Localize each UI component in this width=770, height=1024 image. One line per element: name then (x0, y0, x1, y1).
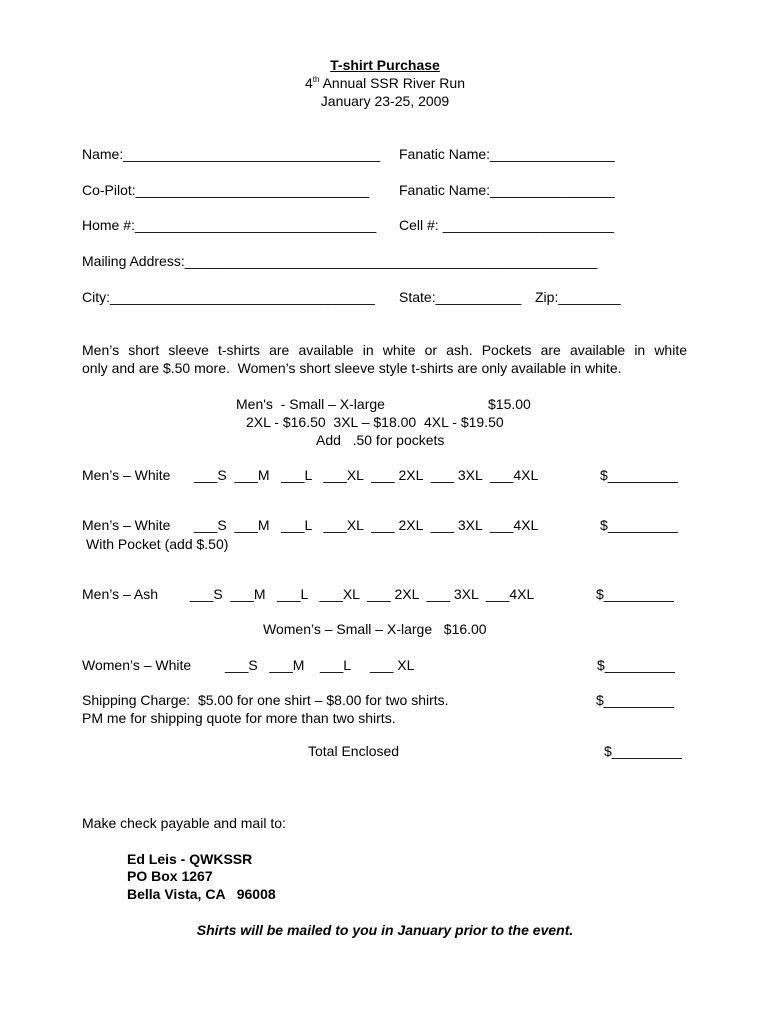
shipping-charge-line: Shipping Charge: $5.00 for one shirt – $8.00 for two shirts. (82, 692, 449, 708)
men-white-pocket-sublabel: With Pocket (add $.50) (86, 536, 229, 552)
men-white-pocket-size-fields[interactable]: ___S ___M ___L ___XL ___ 2XL ___ 3XL ___4XL (194, 517, 539, 533)
home-phone-field[interactable]: Home #:_______________________________ (82, 217, 377, 233)
fanatic-name-field-1[interactable]: Fanatic Name:________________ (399, 146, 615, 162)
women-white-size-fields[interactable]: ___S ___M ___L ___ XL (225, 657, 415, 673)
shipping-amount-field[interactable]: $_________ (596, 692, 674, 708)
zip-field[interactable]: Zip:________ (535, 289, 621, 305)
men-ash-amount-field[interactable]: $_________ (596, 586, 674, 602)
men-white-label: Men’s – White (82, 467, 171, 483)
women-white-label: Women’s – White (82, 657, 192, 673)
mail-to-name: Ed Leis - QWKSSR (127, 851, 253, 867)
state-field[interactable]: State:___________ (399, 289, 522, 305)
mail-to-po-box: PO Box 1267 (127, 868, 213, 884)
page-title: T-shirt Purchase (330, 57, 440, 73)
copilot-field[interactable]: Co-Pilot:______________________________ (82, 182, 370, 198)
event-ordinal: 4 (305, 75, 313, 91)
mailing-address-field[interactable]: Mailing Address:_____________________________________________________ (82, 253, 598, 269)
shipping-timing-note: Shirts will be mailed to you in January prior to the event. (196, 922, 574, 938)
cell-phone-field[interactable]: Cell #: ______________________ (399, 217, 614, 233)
men-ash-label: Men’s – Ash (82, 586, 159, 602)
mail-to-city: Bella Vista, CA 96008 (127, 886, 276, 902)
men-white-pocket-amount-field[interactable]: $_________ (600, 517, 678, 533)
fanatic-name-field-2[interactable]: Fanatic Name:________________ (399, 182, 615, 198)
total-enclosed-label: Total Enclosed (308, 743, 400, 759)
men-white-size-fields[interactable]: ___S ___M ___L ___XL ___ 2XL ___ 3XL ___4XL (194, 467, 539, 483)
event-dates: January 23-25, 2009 (320, 93, 450, 109)
men-pricing-pocket: Add .50 for pockets (316, 432, 445, 448)
men-ash-size-fields[interactable]: ___S ___M ___L ___XL ___ 2XL ___ 3XL ___4XL (190, 586, 535, 602)
event-ordinal-suffix: th (312, 75, 320, 84)
women-pricing: Women’s – Small – X-large $16.00 (263, 621, 487, 637)
info-line-1: Men’s short sleeve t-shirts are available in white or ash. Pockets are available in white (82, 342, 687, 358)
name-field[interactable]: Name:_________________________________ (82, 146, 381, 162)
men-pricing-range: Men's - Small – X-large (236, 396, 385, 412)
city-field[interactable]: City:__________________________________ (82, 289, 375, 305)
shipping-quote-note: PM me for shipping quote for more than two shirts. (82, 710, 396, 726)
event-name-text: Annual SSR River Run (319, 75, 465, 91)
total-amount-field[interactable]: $_________ (604, 743, 682, 759)
women-white-amount-field[interactable]: $_________ (597, 657, 675, 673)
men-pricing-base: $15.00 (488, 396, 531, 412)
men-white-pocket-label: Men’s – White (82, 517, 171, 533)
info-line-2: only and are $.50 more. Women’s short sleeve style t-shirts are only available in white. (82, 360, 622, 376)
event-name (0, 75, 770, 92)
men-white-amount-field[interactable]: $_________ (600, 467, 678, 483)
mail-to-intro: Make check payable and mail to: (82, 815, 286, 831)
men-pricing-large-sizes: 2XL - $16.50 3XL – $18.00 4XL - $19.50 (246, 414, 504, 430)
